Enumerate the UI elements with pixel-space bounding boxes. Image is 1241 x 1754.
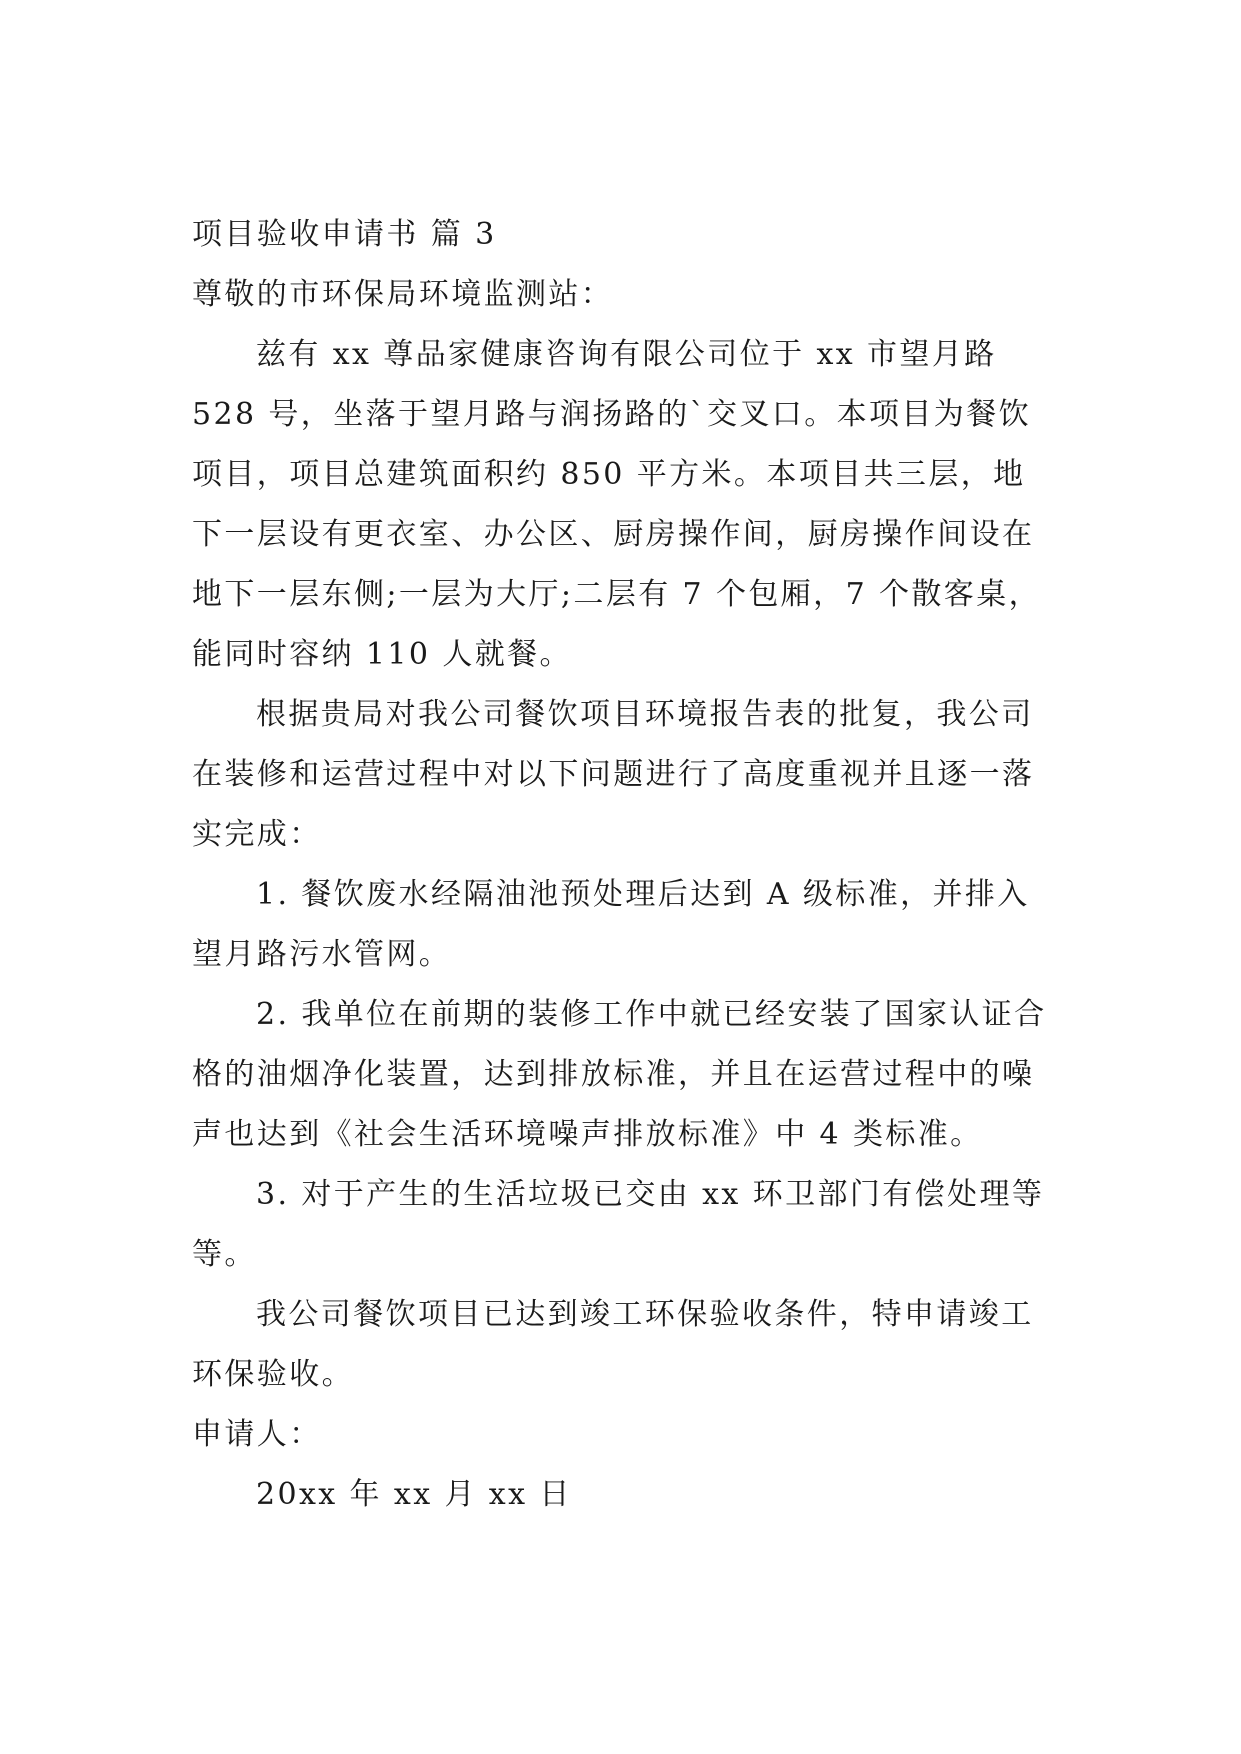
paragraph-project-description: 兹有 xx 尊品家健康咨询有限公司位于 xx 市望月路 528 号，坐落于望月路与润扬路的`交叉口。本项目为餐饮项目，项目总建筑面积约 850 平方米。本项目共三层，地下一层设有更衣室、办公区、厨房操作间，厨房操作间设在地下一层东侧;一层为大厅;二层有 7 个包厢，7 个散客桌，能同时容纳 110 人就餐。	[192, 337, 1041, 672]
applicant-label: 申请人：	[192, 1417, 322, 1452]
document-heading: 项目验收申请书 篇 3	[192, 217, 497, 252]
paragraph-application: 我公司餐饮项目已达到竣工环保验收条件，特申请竣工环保验收。	[192, 1297, 1034, 1392]
list-item-fume-noise: 2. 我单位在前期的装修工作中就已经安装了国家认证合格的油烟净化装置，达到排放标准，并且在运营过程中的噪声也达到《社会生活环境噪声排放标准》中 4 类标准。	[192, 997, 1047, 1152]
document-body	[192, 205, 1052, 1525]
salutation: 尊敬的市环保局环境监测站：	[192, 277, 614, 312]
list-item-garbage: 3. 对于产生的生活垃圾已交由 xx 环卫部门有偿处理等等。	[192, 1177, 1045, 1272]
application-date: 20xx 年 xx 月 xx 日	[256, 1477, 572, 1512]
paragraph-approval-response: 根据贵局对我公司餐饮项目环境报告表的批复，我公司在装修和运营过程中对以下问题进行了高度重视并且逐一落实完成：	[192, 697, 1035, 852]
list-item-wastewater: 1. 餐饮废水经隔油池预处理后达到 A 级标准，并排入望月路污水管网。	[192, 877, 1030, 972]
